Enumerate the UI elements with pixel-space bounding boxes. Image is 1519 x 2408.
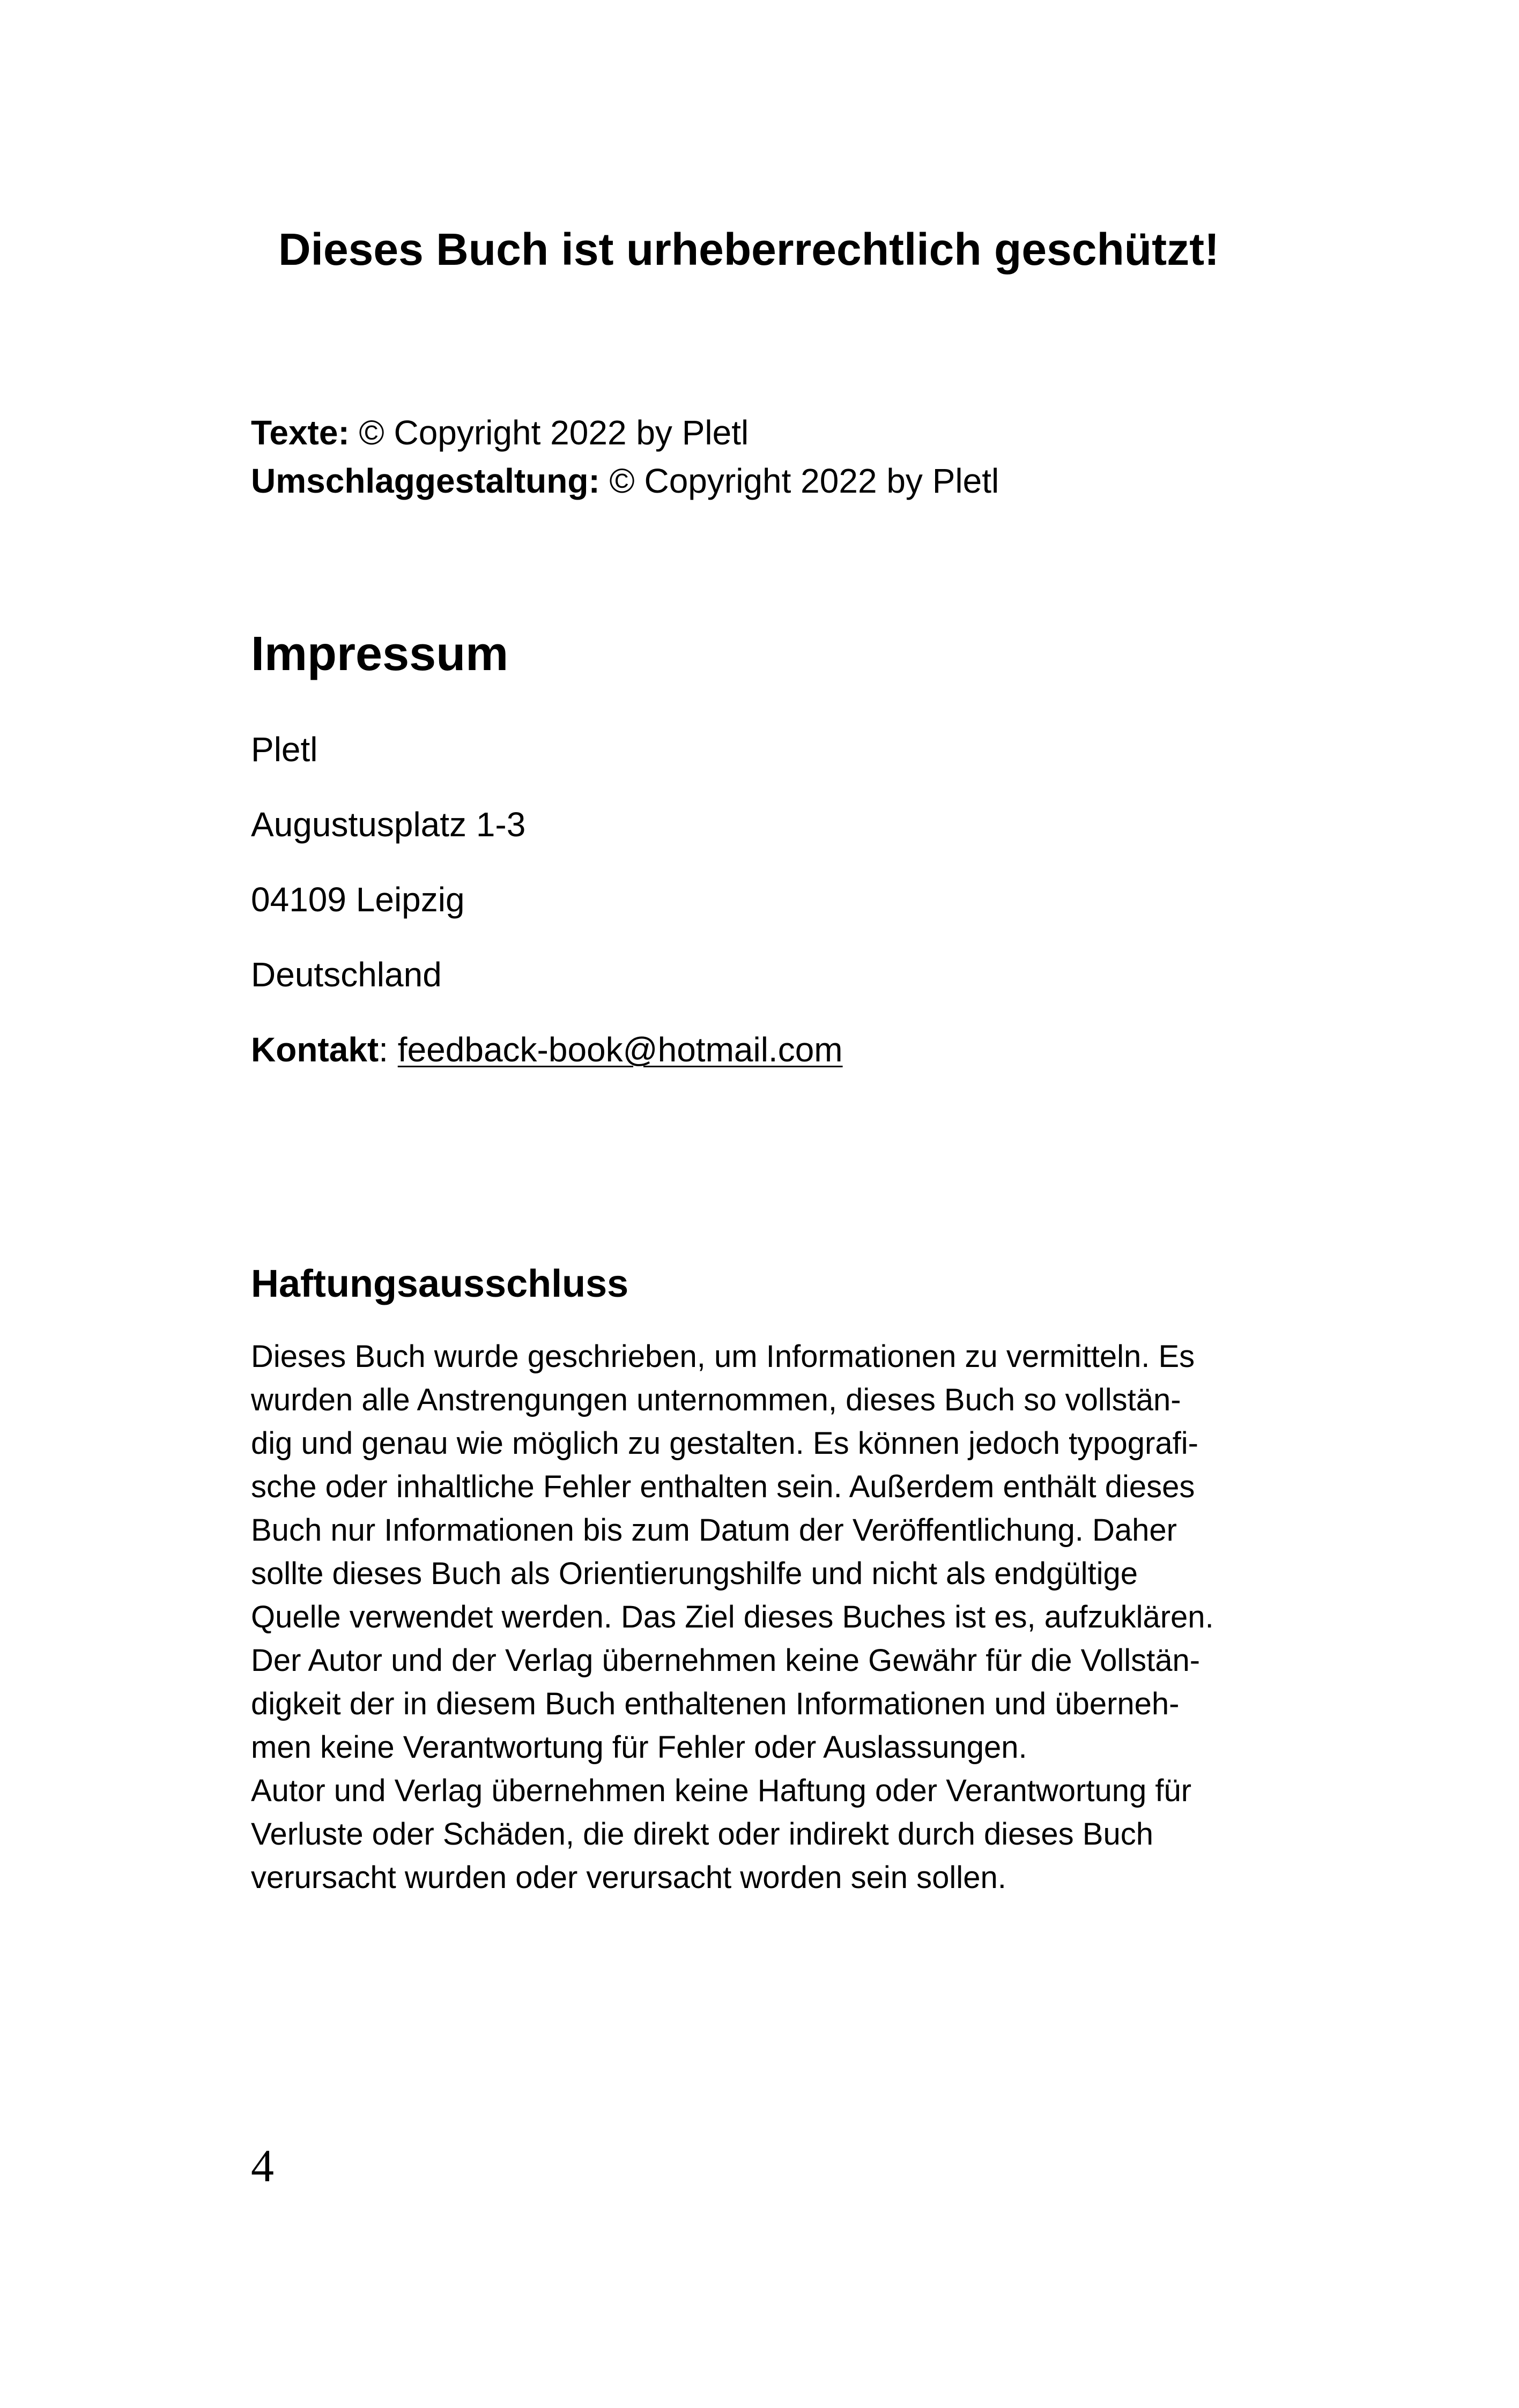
disclaimer-line: Autor und Verlag übernehmen keine Haftung oder Verantwortung für — [251, 1773, 1192, 1808]
disclaimer-line: digkeit der in diesem Buch enthaltenen Informationen und überneh- — [251, 1686, 1180, 1721]
cover-label: Umschlaggestaltung: — [251, 462, 600, 500]
disclaimer-text — [251, 1335, 1280, 1899]
impressum-name: Pletl — [251, 730, 318, 769]
texts-label: Texte: — [251, 413, 350, 452]
contact-email-link[interactable]: feedback-book@hotmail.com — [397, 1030, 843, 1069]
page-title — [0, 222, 1519, 276]
impressum-country: Deutschland — [251, 955, 442, 994]
disclaimer-line: Quelle verwendet werden. Das Ziel dieses Buches ist es, aufzuklären. — [251, 1600, 1214, 1634]
impressum-street: Augustusplatz 1-3 — [251, 805, 526, 844]
contact-separator: : — [379, 1030, 398, 1069]
disclaimer-line: Dieses Buch wurde geschrieben, um Informationen zu vermitteln. Es — [251, 1339, 1195, 1374]
impressum-city: 04109 Leipzig — [251, 880, 465, 919]
page-title-text: Dieses Buch ist urheberrechtlich geschützt! — [278, 224, 1220, 274]
credits-block — [251, 408, 999, 505]
disclaimer-line: sollte dieses Buch als Orientierungshilfe und nicht als endgültige — [251, 1556, 1138, 1591]
disclaimer-line: dig und genau wie möglich zu gestalten. Es können jedoch typografi- — [251, 1426, 1198, 1461]
disclaimer-line: men keine Verantwortung für Fehler oder Auslassungen. — [251, 1730, 1027, 1765]
contact-label: Kontakt — [251, 1030, 379, 1069]
disclaimer-line: verursacht wurden oder verursacht worden sein sollen. — [251, 1860, 1006, 1895]
cover-credit — [251, 457, 999, 505]
disclaimer-line: sche oder inhaltliche Fehler enthalten sein. Außerdem enthält dieses — [251, 1469, 1195, 1504]
texts-value: © Copyright 2022 by Pletl — [349, 413, 749, 452]
page-number: 4 — [251, 2140, 274, 2191]
texts-credit — [251, 408, 999, 457]
cover-value: © Copyright 2022 by Pletl — [599, 462, 999, 500]
disclaimer-heading: Haftungsausschluss — [251, 1262, 629, 1305]
disclaimer-line: Buch nur Informationen bis zum Datum der Veröffentlichung. Daher — [251, 1513, 1177, 1548]
impressum-contact — [251, 1028, 843, 1071]
disclaimer-line: wurden alle Anstrengungen unternommen, dieses Buch so vollstän- — [251, 1383, 1181, 1417]
impressum-heading: Impressum — [251, 627, 509, 681]
disclaimer-line: Verluste oder Schäden, die direkt oder indirekt durch dieses Buch — [251, 1817, 1153, 1852]
disclaimer-line: Der Autor und der Verlag übernehmen keine Gewähr für die Vollstän- — [251, 1643, 1201, 1678]
